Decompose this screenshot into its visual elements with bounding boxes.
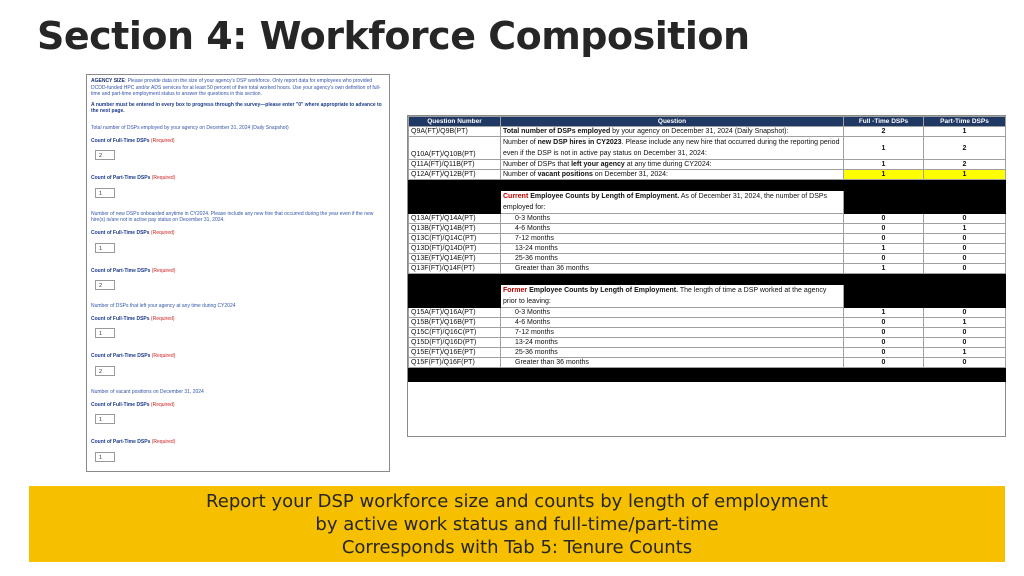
tenure-table-container [407, 115, 1006, 437]
question-number: Q13A(FT)/Q14A(PT) [409, 214, 501, 224]
table-row [409, 338, 1006, 348]
tenure-label: 4-6 Months [501, 318, 844, 328]
part-time-value: 0 [924, 214, 1006, 224]
full-time-value: 0 [844, 348, 924, 358]
part-time-value: 1 [924, 348, 1006, 358]
q1-full-time-input[interactable]: 2 [95, 150, 115, 160]
question-number: Q13D(FT)/Q14D(PT) [409, 244, 501, 254]
question-number: Q9A(FT)/Q9B(PT) [409, 127, 501, 137]
header-part-time: Part-Time DSPs [924, 117, 1006, 127]
q3-part-time-input[interactable]: 2 [95, 366, 115, 376]
part-time-value: 2 [924, 137, 1006, 160]
part-time-value: 0 [924, 264, 1006, 274]
banner-line-3: Corresponds with Tab 5: Tenure Counts [341, 537, 693, 558]
tenure-label: Greater than 36 months [501, 264, 844, 274]
full-time-value: 0 [844, 338, 924, 348]
full-time-value: 2 [844, 127, 924, 137]
survey-form [86, 74, 390, 472]
tenure-label: 0-3 Months [501, 214, 844, 224]
tenure-label: 13-24 months [501, 244, 844, 254]
table-row [409, 318, 1006, 328]
question-number: Q13F(FT)/Q14F(PT) [409, 264, 501, 274]
tenure-label: Greater than 36 months [501, 358, 844, 368]
part-time-label: Count of Part-Time DSPs (Required) [91, 175, 176, 182]
table-row [409, 224, 1006, 234]
section-header-former [409, 285, 1006, 308]
question-number: Q12A(FT)/Q12B(PT) [409, 170, 501, 180]
full-time-value: 0 [844, 224, 924, 234]
full-time-value: 1 [844, 244, 924, 254]
part-time-value: 0 [924, 244, 1006, 254]
part-time-value: 0 [924, 338, 1006, 348]
part-time-value: 1 [924, 170, 1006, 180]
q2-full-time-input[interactable]: 1 [95, 243, 115, 253]
current-section-title: Current Employee Counts by Length of Employment. As of December 31, 2024, the number of DSPs employed for: [501, 191, 844, 214]
header-question: Question [501, 117, 844, 127]
question-number: Q15B(FT)/Q16B(PT) [409, 318, 501, 328]
full-time-value: 1 [844, 170, 924, 180]
full-time-value: 0 [844, 234, 924, 244]
full-time-label: Count of Full-Time DSPs (Required) [91, 401, 175, 408]
question-number: Q13C(FT)/Q14C(PT) [409, 234, 501, 244]
table-row [409, 308, 1006, 318]
table-row [409, 328, 1006, 338]
part-time-value: 0 [924, 308, 1006, 318]
full-time-value: 0 [844, 358, 924, 368]
question-text: Number of DSPs that left your agency at any time during CY2024: [501, 160, 844, 170]
part-time-value: 0 [924, 328, 1006, 338]
part-time-value: 1 [924, 127, 1006, 137]
table-row [409, 264, 1006, 274]
q1-part-time-input[interactable]: 1 [95, 188, 115, 198]
part-time-value: 0 [924, 254, 1006, 264]
agency-size-label: AGENCY SIZE [91, 78, 125, 84]
tenure-label: 7-12 months [501, 234, 844, 244]
table-row [409, 234, 1006, 244]
table-row [409, 170, 1006, 180]
part-time-value: 1 [924, 318, 1006, 328]
question-vacant-positions: Number of vacant positions on December 31, 2024 [91, 388, 204, 395]
form-intro: AGENCY SIZE: Please provide data on the size of your agency's DSP workforce. Only report data for employees who provided DCDD-funded HPC and/or ADS services for at least 50 percent of their total worked hours. Use your agency's own definition of full-time and part-time employment status to answer the questions in this section. [91, 78, 381, 98]
former-section-title: Former Employee Counts by Length of Employment. The length of time a DSP worked at the agency prior to leaving: [501, 285, 844, 308]
question-number: Q13E(FT)/Q14E(PT) [409, 254, 501, 264]
q4-full-time-input[interactable]: 1 [95, 414, 115, 424]
question-number: Q15A(FT)/Q16A(PT) [409, 308, 501, 318]
tenure-label: 7-12 months [501, 328, 844, 338]
q4-part-time-input[interactable]: 1 [95, 452, 115, 462]
part-time-label: Count of Part-Time DSPs (Required) [91, 353, 176, 360]
full-time-label: Count of Full-Time DSPs (Required) [91, 229, 175, 236]
full-time-value: 0 [844, 318, 924, 328]
page-title: Section 4: Workforce Composition [37, 14, 750, 58]
question-text: Number of vacant positions on December 31, 2024: [501, 170, 844, 180]
section-divider [409, 274, 1006, 285]
summary-banner [29, 486, 1005, 562]
question-number: Q13B(FT)/Q14B(PT) [409, 224, 501, 234]
q3-full-time-input[interactable]: 1 [95, 328, 115, 338]
full-time-value: 1 [844, 308, 924, 318]
question-number: Q15C(FT)/Q16C(PT) [409, 328, 501, 338]
table-row [409, 244, 1006, 254]
table-header-row [409, 117, 1006, 127]
tenure-label: 25-36 months [501, 348, 844, 358]
full-time-value: 1 [844, 137, 924, 160]
part-time-value: 1 [924, 224, 1006, 234]
tenure-label: 13-24 months [501, 338, 844, 348]
full-time-value: 1 [844, 264, 924, 274]
question-text: Total number of DSPs employed by your agency on December 31, 2024 (Daily Snapshot): [501, 127, 844, 137]
table-row [409, 127, 1006, 137]
table-row [409, 254, 1006, 264]
section-header-current [409, 191, 1006, 214]
section-divider [409, 180, 1006, 191]
table-row [409, 137, 1006, 160]
tenure-label: 25-36 months [501, 254, 844, 264]
banner-line-1: Report your DSP workforce size and counts by length of employment [206, 491, 828, 512]
full-time-value: 0 [844, 254, 924, 264]
form-notice: A number must be entered in every box to progress through the survey—please enter "0" where appropriate to advance to the next page. [91, 101, 382, 115]
question-number: Q11A(FT)/Q11B(PT) [409, 160, 501, 170]
question-text: Number of new DSP hires in CY2023. Please include any new hire that occurred during the reporting period even if the DSP is not in active pay status on December 31, 2024: [501, 137, 844, 160]
tenure-label: 4-6 Months [501, 224, 844, 234]
table-row [409, 358, 1006, 368]
full-time-value: 1 [844, 160, 924, 170]
tenure-table [408, 116, 1006, 382]
full-time-value: 0 [844, 214, 924, 224]
full-time-label: Count of Full-Time DSPs (Required) [91, 315, 175, 322]
question-number: Q15F(FT)/Q16F(PT) [409, 358, 501, 368]
question-left-dsps: Number of DSPs that left your agency at any time during CY2024 [91, 303, 236, 310]
header-question-number: Question Number [409, 117, 501, 127]
part-time-value: 0 [924, 234, 1006, 244]
question-number: Q15D(FT)/Q16D(PT) [409, 338, 501, 348]
full-time-value: 0 [844, 328, 924, 338]
header-full-time: Full -Time DSPs [844, 117, 924, 127]
table-row [409, 160, 1006, 170]
banner-line-2: by active work status and full-time/part-time [315, 514, 719, 535]
question-number: Q10A(FT)/Q10B(PT) [409, 137, 501, 160]
q2-part-time-input[interactable]: 2 [95, 280, 115, 290]
part-time-value: 2 [924, 160, 1006, 170]
question-number: Q15E(FT)/Q16E(PT) [409, 348, 501, 358]
table-row [409, 348, 1006, 358]
tenure-label: 0-3 Months [501, 308, 844, 318]
question-total-dsps: Total number of DSPs employed by your agency on December 31, 2024 (Daily Snapshot) [91, 124, 289, 131]
part-time-value: 0 [924, 358, 1006, 368]
part-time-label: Count of Part-Time DSPs (Required) [91, 267, 176, 274]
full-time-label: Count of Full-Time DSPs (Required) [91, 137, 175, 144]
question-new-dsps: Number of new DSPs onboarded anytime in CY2024. Please include any new hire that occurred during the year even if the new hire(s) is/are not in active pay status on December 31, 2024. [91, 210, 374, 224]
part-time-label: Count of Part-Time DSPs (Required) [91, 439, 176, 446]
table-footer-bar [409, 368, 1006, 382]
table-row [409, 214, 1006, 224]
